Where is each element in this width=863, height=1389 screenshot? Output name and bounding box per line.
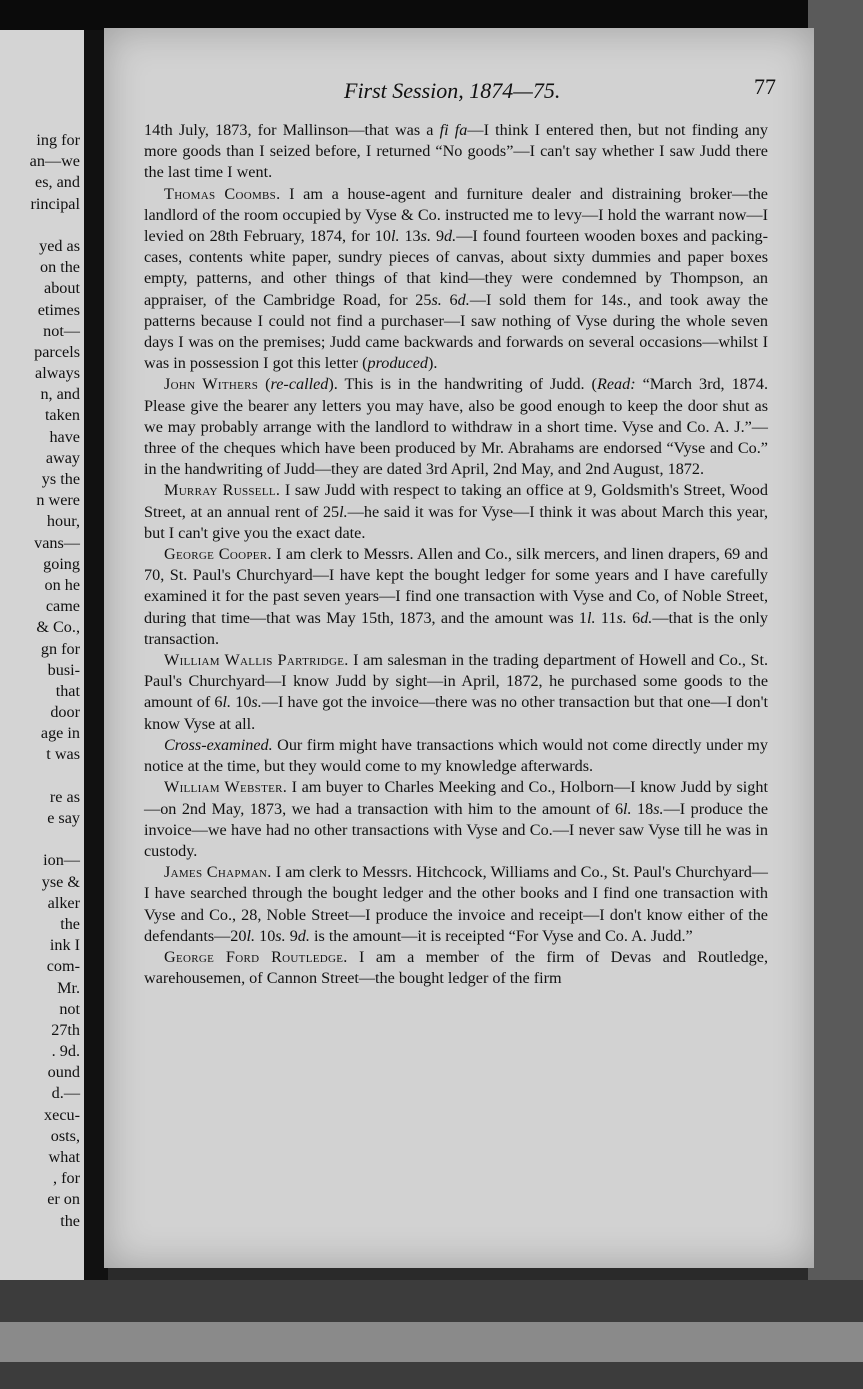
facing-page-line: e say xyxy=(47,809,80,827)
text-run: —I think I entered then, but not finding any more goods than I seized before, I returned “No goods”—I can't say whether I saw Judd there the last time I went. xyxy=(144,121,768,182)
facing-page-line: away xyxy=(45,448,80,467)
italic-text: l. xyxy=(587,608,596,627)
facing-page-line: on the xyxy=(39,258,80,277)
facing-page-line: ys the xyxy=(41,470,80,488)
facing-page-line: . 9d. xyxy=(51,1042,80,1061)
facing-page-line xyxy=(0,829,80,850)
paragraph xyxy=(144,120,768,184)
text-run: 10 xyxy=(231,693,252,712)
text-run: —I sold them for 14 xyxy=(469,290,617,309)
text-run: , and took away the patterns because I could not find a purchaser—I saw nothing of Vyse during the whole seven days I was on the premises; Judd came backwards and forwards on several occasions—whilst I was in possession I got this letter ( xyxy=(144,290,769,373)
facing-page-line: have xyxy=(49,427,80,446)
italic-text: l. xyxy=(623,799,632,818)
italic-text: s. xyxy=(653,799,664,818)
witness-name: William Webster. xyxy=(164,778,288,797)
facing-page-line: always xyxy=(35,364,80,383)
facing-page-line: about xyxy=(44,279,80,298)
italic-text: d. xyxy=(640,608,653,627)
facing-page-fragment xyxy=(0,30,84,1280)
text-run: I saw Judd with respect to taking an office at 9, Goldsmith's Street, Wood Street, at an annual rent of 25 xyxy=(144,481,768,521)
paragraph xyxy=(144,184,768,375)
paragraph xyxy=(144,650,768,735)
witness-name: John Withers xyxy=(164,375,259,394)
facing-page-line: the xyxy=(60,1211,80,1230)
facing-page-line: rincipal xyxy=(30,194,80,213)
italic-text: Read: xyxy=(596,375,636,394)
paragraph xyxy=(144,480,768,544)
italic-text: d. xyxy=(444,227,457,246)
page-header xyxy=(104,74,814,118)
text-run: —I have got the invoice—there was no other transaction but that one—I don't know Vyse at all. xyxy=(144,693,768,733)
text-run: —I produce the invoice—we have had no other transactions with Vyse and Co.—I never saw Vyse till he was in custody. xyxy=(144,799,769,860)
italic-text: s. xyxy=(275,926,286,945)
text-run: —I found fourteen wooden boxes and packing-cases, contents white paper, sundry pieces of canvas, about sixty dummies and paper boxes empty, patterns, and other things of that kind—they were condemned by Thompson, an appraiser, of the Cambridge Road, for 25 xyxy=(144,227,769,309)
facing-page-line: 27th xyxy=(51,1020,80,1039)
facing-page-line: n were xyxy=(36,491,80,510)
italic-text: l. xyxy=(222,693,232,712)
text-run: ( xyxy=(258,375,271,394)
facing-page-line xyxy=(0,766,80,787)
text-run: 18 xyxy=(631,799,654,818)
facing-page-line: vans— xyxy=(34,533,80,552)
scan-bottom-strip xyxy=(0,1322,863,1362)
text-run: 11 xyxy=(595,608,617,627)
text-run: 14th July, 1873, for Mallinson—that was a xyxy=(144,121,440,139)
text-run: 13 xyxy=(399,227,421,246)
page-body xyxy=(144,120,768,989)
italic-text: s. xyxy=(420,227,432,246)
italic-text: s. xyxy=(431,290,442,309)
facing-page-line: xecu- xyxy=(44,1105,80,1124)
facing-page-line: busi- xyxy=(47,660,80,679)
witness-name: Murray Russell. xyxy=(164,481,281,500)
facing-page-line: ound xyxy=(47,1063,80,1082)
text-run: “March 3rd, 1874. Please give the bearer any letters you may have, also be good enough to keep the door shut as we may probably arrange with the landlord to withdraw in a short time. Vyse and Co. A. J.”—three of the cheques which have been produced by Mr. Abrahams are endorsed “Vyse and Co.” in the handwriting of Judd—they are dated 3rd April, 2nd May, and 2nd August, 1872. xyxy=(144,375,768,479)
facing-page-line: er on xyxy=(47,1190,80,1209)
facing-page-line: ink I xyxy=(49,936,80,955)
text-run: ). This is in the handwriting of Judd. ( xyxy=(328,375,597,394)
text-run: Our firm might have transactions which would not come directly under my notice at the time, but they would come to my knowledge afterwards. xyxy=(144,735,768,776)
facing-page-line: going xyxy=(43,554,80,573)
facing-page-line: ion— xyxy=(43,851,80,870)
text-run: I am a member of the firm of Devas and Routledge, warehousemen, of Cannon Street—the bought ledger of the firm xyxy=(144,947,768,988)
facing-page-lines xyxy=(0,130,80,1232)
facing-page-line: yed as xyxy=(39,236,80,255)
text-run: I am buyer to Charles Meeking and Co., Holborn—I know Judd by sight—on 2nd May, 1873, we had a transaction with him to the amount of 6 xyxy=(144,778,768,818)
text-run: I am clerk to Messrs. Allen and Co., silk mercers, and linen drapers, 69 and 70, St. Paul's Churchyard—I have kept the bought ledger for some years and I have carefully examined it for the past seven years—I find one transaction with Vyse and Co, of Noble Street, during that time—that was May 15th, 1873, and the amount was 1 xyxy=(144,545,768,627)
paragraph xyxy=(144,947,768,989)
scan-frame-top xyxy=(0,0,863,30)
facing-page-line: an—we xyxy=(29,152,80,171)
text-run: I am a house-agent and furniture dealer and distraining broker—the landlord of the room occupied by Vyse & Co. instructed me to levy—I hold the warrant now—I levied on 28th February, 1874, for 10 xyxy=(144,184,768,246)
facing-page-line: parcels xyxy=(34,342,80,361)
facing-page-line: not— xyxy=(43,321,80,340)
italic-text: d. xyxy=(457,290,470,309)
witness-name: George Cooper. xyxy=(164,545,272,564)
facing-page-line: what xyxy=(48,1148,80,1166)
witness-name: William Wallis Partridge. xyxy=(164,651,349,670)
text-run: ). xyxy=(428,354,438,373)
facing-page-line: com- xyxy=(46,957,80,976)
text-run: 9 xyxy=(285,926,298,945)
italic-text: l. xyxy=(246,926,256,945)
italic-text: re-called xyxy=(270,375,329,394)
paragraph xyxy=(144,777,768,862)
text-run: —that is the only transaction. xyxy=(144,608,769,648)
facing-page-line: age in xyxy=(40,724,80,743)
facing-page-line: door xyxy=(50,703,80,722)
facing-page-line: Mr. xyxy=(57,978,80,997)
text-run: 10 xyxy=(255,926,276,945)
italic-text: s. xyxy=(616,608,627,627)
italic-text: d. xyxy=(297,926,310,945)
facing-page-line: etimes xyxy=(37,300,80,319)
facing-page-line: yse & xyxy=(41,872,80,891)
facing-page-line: the xyxy=(60,914,80,933)
paragraph xyxy=(144,735,768,777)
book-page xyxy=(104,28,814,1268)
facing-page-line: on he xyxy=(44,575,80,594)
paragraph xyxy=(144,544,768,650)
italic-text: l. xyxy=(339,502,348,521)
text-run: —he said it was for Vyse—I think it was about March this year, but I can't give you the exact date. xyxy=(144,502,768,542)
facing-page-line: ing for xyxy=(36,131,80,149)
paragraph xyxy=(144,374,768,480)
facing-page-line: taken xyxy=(44,406,80,425)
paragraph xyxy=(144,862,768,947)
italic-text: s. xyxy=(616,290,628,309)
witness-name: Thomas Coombs. xyxy=(164,184,281,203)
witness-name: James Chapman. xyxy=(164,863,272,882)
facing-page-line: osts, xyxy=(50,1126,80,1145)
italic-text: Cross-examined. xyxy=(164,735,273,754)
facing-page-line: that xyxy=(55,681,80,700)
italic-text: fi fa xyxy=(439,121,468,139)
text-run: 6 xyxy=(441,290,458,309)
facing-page-line: re as xyxy=(49,787,80,806)
italic-text: l. xyxy=(390,227,400,246)
facing-page-line: hour, xyxy=(46,512,80,531)
facing-page-line: & Co., xyxy=(36,618,80,637)
facing-page-line: t was xyxy=(46,745,80,764)
facing-page-line: came xyxy=(45,597,80,616)
italic-text: produced xyxy=(367,354,429,373)
scan-frame-right xyxy=(808,0,863,1389)
text-run: 9 xyxy=(431,227,445,246)
text-run: is the amount—it is receipted “For Vyse and Co. A. Judd.” xyxy=(309,926,693,945)
facing-page-line xyxy=(0,215,80,236)
page-number: 77 xyxy=(754,74,776,99)
witness-name: George Ford Routledge. xyxy=(164,947,348,966)
facing-page-line: d.— xyxy=(51,1084,80,1103)
text-run: I am clerk to Messrs. Hitchcock, Williams and Co., St. Paul's Churchyard—I have searched through the bought ledger and the other books and I find one transaction with Vyse and Co., 28, Noble Street—I produce the invoice and receipt—I don't know either of the defendants—20 xyxy=(144,863,768,945)
facing-page-line: , for xyxy=(53,1169,80,1188)
facing-page-line: alker xyxy=(47,893,80,912)
facing-page-line: gn for xyxy=(40,639,80,658)
facing-page-line: n, and xyxy=(40,385,80,404)
text-run: 6 xyxy=(626,608,641,627)
running-title: First Session, 1874—75. xyxy=(344,78,561,103)
italic-text: s. xyxy=(251,693,262,712)
facing-page-line: es, and xyxy=(35,173,80,192)
facing-page-line: not xyxy=(59,999,80,1018)
text-run: I am salesman in the trading department of Howell and Co., St. Paul's Churchyard—I know Judd by sight—in April, 1872, he purchased some goods to the amount of 6 xyxy=(144,651,768,712)
